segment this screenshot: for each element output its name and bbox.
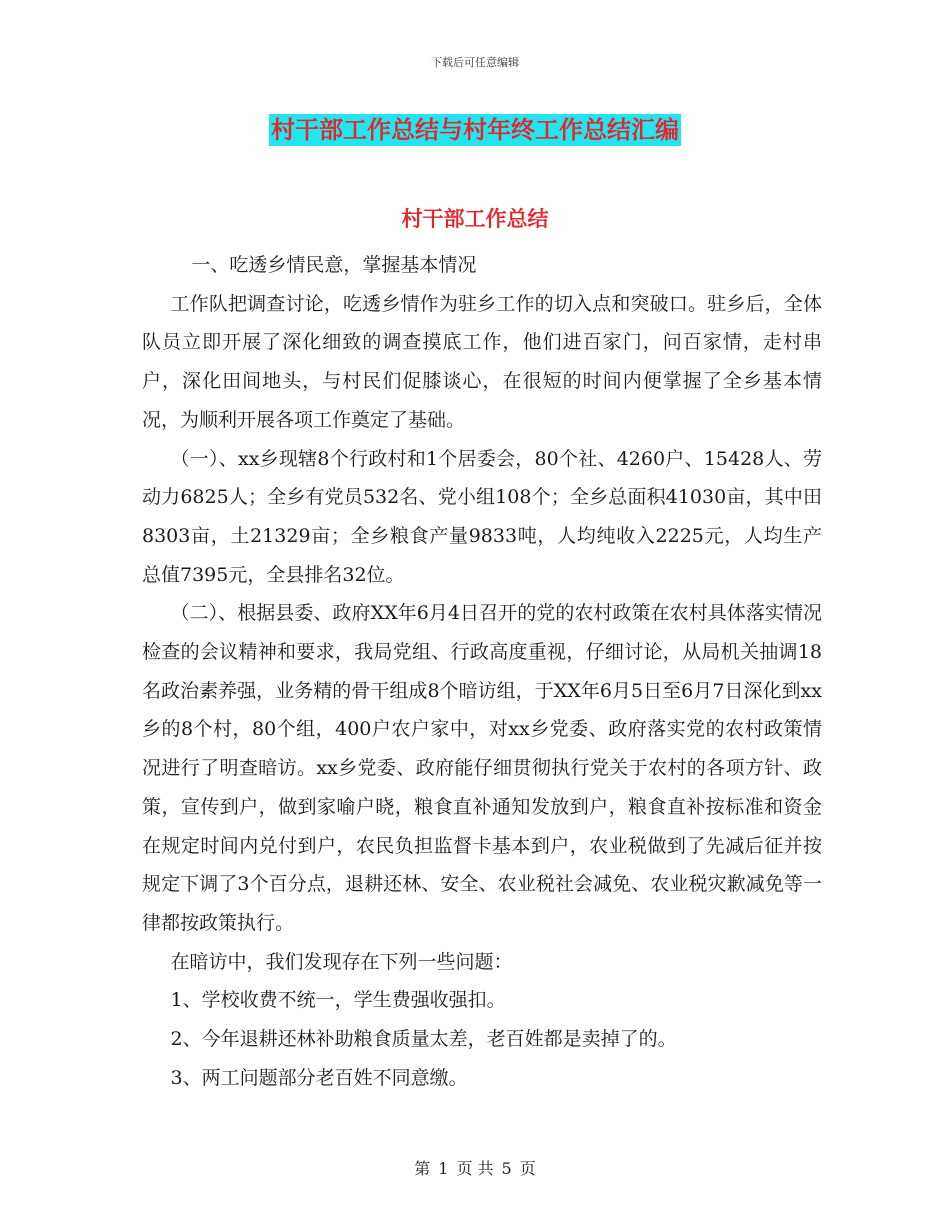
total-page-number: 5 (501, 1159, 512, 1178)
list-item: 3、两工问题部分老百姓不同意缴。 (170, 1066, 468, 1089)
header-note: 下载后可任意编辑 (431, 56, 519, 69)
document-title-text: 村干部工作总结与村年终工作总结汇编 (271, 116, 679, 144)
list-item: 2、今年退耕还林补助粮食质量太差，老百姓都是卖掉了的。 (170, 1028, 677, 1051)
current-page-number: 1 (438, 1159, 449, 1178)
footer-suffix: 页 (519, 1159, 536, 1178)
page-footer (0, 1156, 950, 1179)
body-paragraph: （一）、xx乡现辖8个行政村和1个居委会，80个社、4260户、15428人、劳动力6825人；全乡有党员532名、党小组108个；全乡总面积41030亩，其中田8303亩，土21329亩；全乡粮食产量9833吨，人均纯收入2225元，人均生产总值7395元，全县排名32位。 (142, 447, 822, 586)
section-title: 村干部工作总结 (401, 207, 549, 231)
body-paragraph: （二）、根据县委、政府XX年6月4日召开的党的农村政策在农村具体落实情况检查的会议精神和要求，我局党组、行政高度重视，仔细讨论，从局机关抽调18名政治素养强，业务精的骨干组成8个暗访组，于XX年6月5日至6月7日深化到xx乡的8个村，80个组，400户农户家中，对xx乡党委、政府落实党的农村政策情况进行了明查暗访。xx乡党委、政府能仔细贯彻执行党关于农村的各项方针、政策，宣传到户，做到家喻户晓，粮食直补通知发放到户，粮食直补按标准和资金在规定时间内兑付到户，农民负担监督卡基本到户，农业税做到了先减后征并按规定下调了3个百分点，退耕还林、安全、农业税社会减免、农业税灾歉减免等一律都按政策执行。 (142, 602, 822, 934)
document-body (142, 246, 822, 1097)
heading-paragraph: 一、吃透乡情民意，掌握基本情况 (191, 254, 477, 276)
footer-middle: 页 共 (456, 1159, 494, 1178)
footer-prefix: 第 (414, 1159, 431, 1178)
body-paragraph: 在暗访中，我们发现存在下列一些问题： (170, 950, 513, 973)
list-item: 1、学校收费不统一，学生费强收强扣。 (170, 989, 506, 1012)
document-title (0, 114, 950, 146)
body-paragraph: 工作队把调查讨论，吃透乡情作为驻乡工作的切入点和突破口。驻乡后，全体队员立即开展了深化细致的调查摸底工作，他们进百家门，问百家情，走村串户，深化田间地头，与村民们促膝谈心，在很短的时间内便掌握了全乡基本情况，为顺利开展各项工作奠定了基础。 (142, 292, 822, 431)
